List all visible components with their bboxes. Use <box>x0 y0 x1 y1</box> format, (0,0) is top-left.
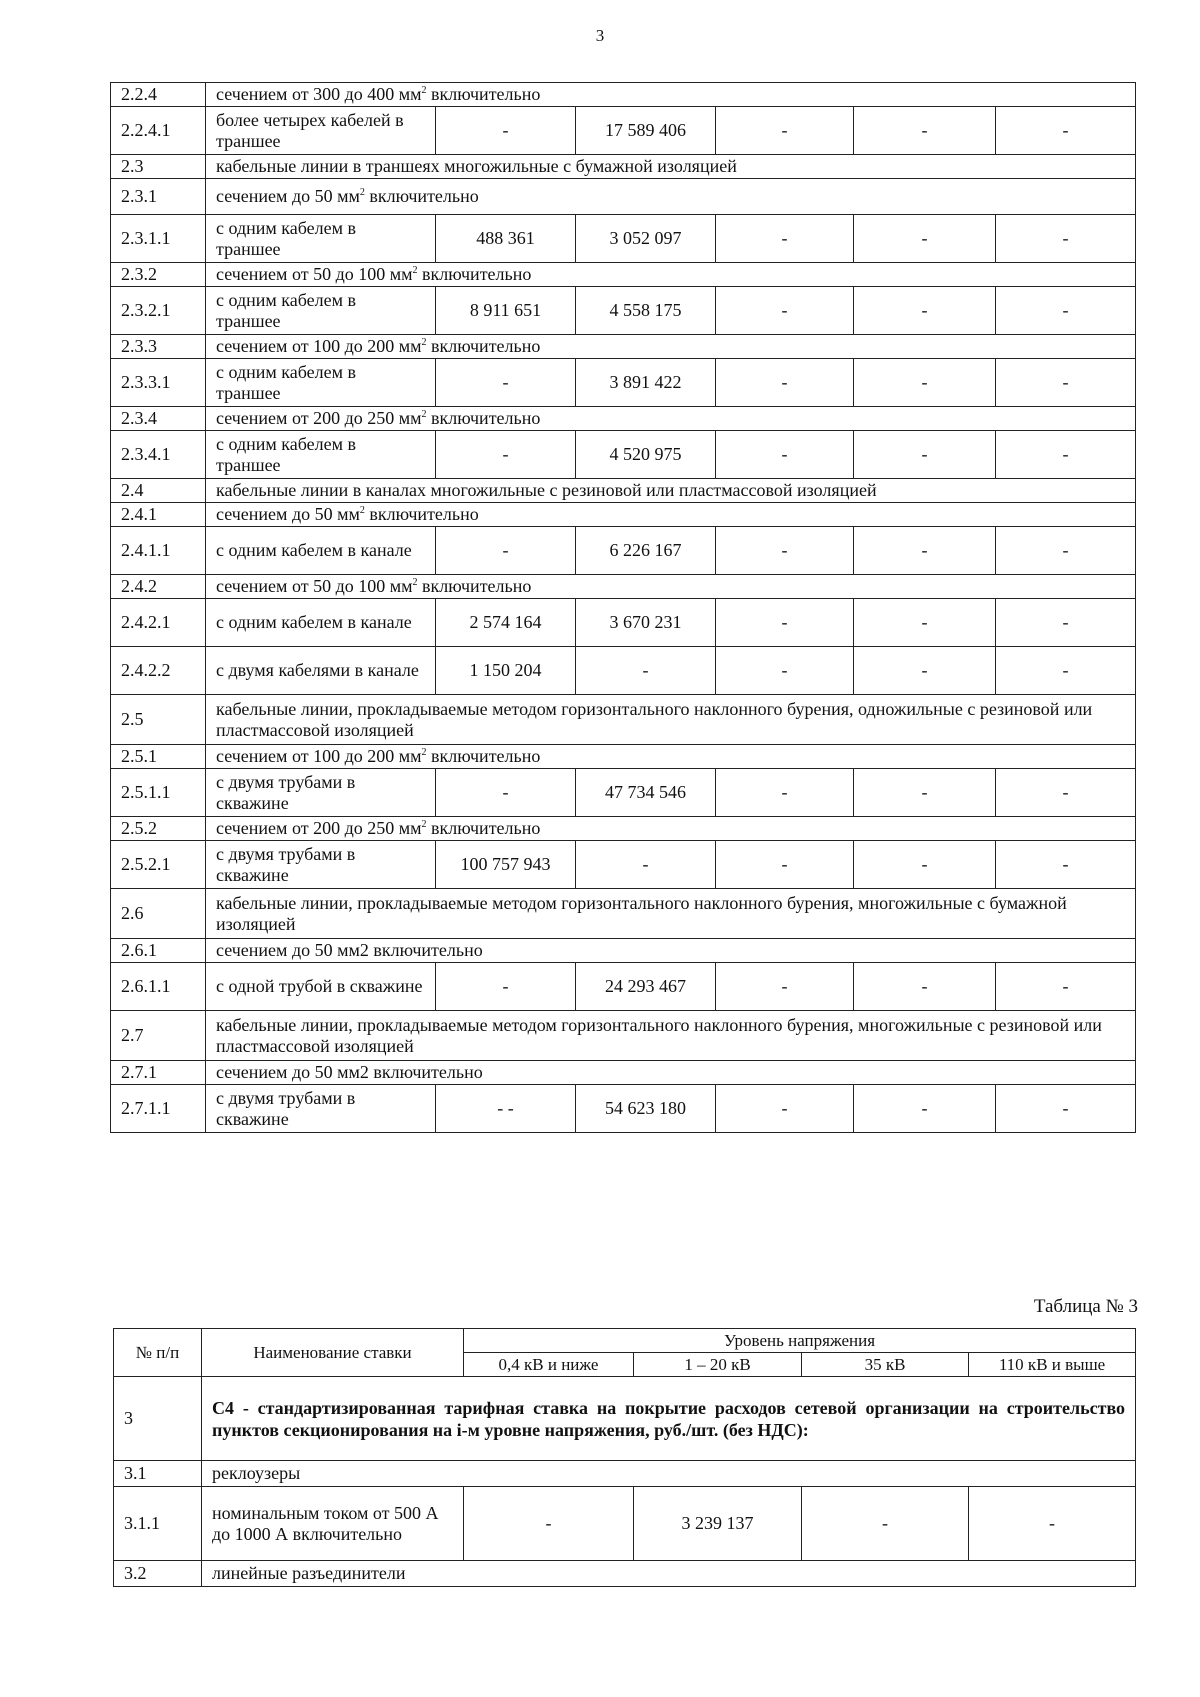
row-section-title <box>206 695 1136 745</box>
value-cell: 3 891 422 <box>576 359 716 407</box>
table-row <box>111 1061 1136 1085</box>
header-num: № п/п <box>114 1329 202 1377</box>
row-number: 2.5.2.1 <box>111 841 206 889</box>
section-text: кабельные линии, прокладываемые методом горизонтального наклонного бурения, многожильные с бумажной изоляцией <box>216 892 1067 934</box>
section-text: сечением от 50 до 100 мм <box>216 576 413 596</box>
section-text: сечением от 100 до 200 мм <box>216 336 422 356</box>
value-cell: - <box>716 215 854 263</box>
row-section-title <box>206 1061 1136 1085</box>
row-name: с двумя трубами в скважине <box>206 841 436 889</box>
row-name: с одним кабелем в канале <box>206 527 436 575</box>
section-text: сечением от 50 до 100 мм <box>216 264 413 284</box>
table-row <box>111 83 1136 107</box>
value-cell: - <box>854 527 996 575</box>
table-row <box>111 155 1136 179</box>
value-cell: - <box>996 963 1136 1011</box>
row-name: с двумя трубами в скважине <box>206 769 436 817</box>
row-section-title <box>202 1377 1136 1461</box>
section-text-suffix: включительно <box>364 186 479 206</box>
value-cell: - <box>716 963 854 1011</box>
row-section-title <box>206 575 1136 599</box>
value-cell: 100 757 943 <box>436 841 576 889</box>
row-name: с одним кабелем в траншее <box>206 359 436 407</box>
section-text: сечением от 200 до 250 мм <box>216 818 422 838</box>
superscript: 2 <box>412 265 418 276</box>
table-row <box>111 575 1136 599</box>
section-text: кабельные линии, прокладываемые методом горизонтального наклонного бурения, многожильные с резиновой или пластмассовой изоляцией <box>216 1014 1102 1056</box>
value-cell: - <box>969 1487 1136 1561</box>
superscript: 2 <box>359 187 365 198</box>
row-section-title <box>206 889 1136 939</box>
value-cell: 6 226 167 <box>576 527 716 575</box>
value-cell: - <box>716 527 854 575</box>
section-text: С4 - стандартизированная тарифная ставка на покрытие расходов сетевой организации на строительство пунктов секционирования на i-м уровне напряжения, руб./шт. (без НДС): <box>212 1397 1126 1440</box>
row-number: 2.6.1.1 <box>111 963 206 1011</box>
section-text: реклоузеры <box>212 1463 301 1483</box>
row-section-title <box>206 407 1136 431</box>
superscript: 2 <box>421 747 427 758</box>
row-number: 2.3.2.1 <box>111 287 206 335</box>
value-cell: 4 520 975 <box>576 431 716 479</box>
table-row <box>111 599 1136 647</box>
table-row <box>111 359 1136 407</box>
tariff-table-2-continuation <box>110 82 1136 1133</box>
header-name: Наименование ставки <box>202 1329 464 1377</box>
section-text: сечением от 100 до 200 мм <box>216 746 422 766</box>
value-cell: - <box>854 107 996 155</box>
value-cell: - <box>802 1487 969 1561</box>
header-col-1-20kv: 1 – 20 кВ <box>634 1353 802 1377</box>
value-cell: 3 052 097 <box>576 215 716 263</box>
row-section-title <box>206 335 1136 359</box>
page-number: 3 <box>595 26 605 45</box>
table-row <box>111 841 1136 889</box>
value-cell: - <box>464 1487 634 1561</box>
value-cell: - <box>716 1085 854 1133</box>
value-cell: - <box>996 287 1136 335</box>
superscript: 2 <box>359 505 365 516</box>
value-cell: - <box>576 841 716 889</box>
row-section-title <box>206 479 1136 503</box>
row-section-title <box>206 503 1136 527</box>
section-text-suffix: включительно <box>364 504 479 524</box>
row-name: с двумя трубами в скважине <box>206 1085 436 1133</box>
row-number: 2.4.2 <box>111 575 206 599</box>
value-cell: 3 239 137 <box>634 1487 802 1561</box>
value-cell: 24 293 467 <box>576 963 716 1011</box>
header-voltage-level: Уровень напряжения <box>464 1329 1136 1353</box>
table-row <box>111 647 1136 695</box>
table-row <box>111 503 1136 527</box>
value-cell: 47 734 546 <box>576 769 716 817</box>
table-3-caption: Таблица № 3 <box>1033 1296 1138 1317</box>
row-section-title <box>202 1561 1136 1587</box>
section-text-suffix: включительно <box>417 576 532 596</box>
row-number: 2.5 <box>111 695 206 745</box>
row-section-title <box>206 83 1136 107</box>
tariff-table-3 <box>113 1328 1136 1587</box>
row-number: 2.3.3 <box>111 335 206 359</box>
section-text: кабельные линии в каналах многожильные с резиновой или пластмассовой изоляцией <box>216 480 877 500</box>
row-section-title <box>206 179 1136 215</box>
value-cell: 4 558 175 <box>576 287 716 335</box>
table-row <box>114 1377 1136 1461</box>
section-text: сечением до 50 мм <box>216 186 360 206</box>
value-cell: - <box>996 841 1136 889</box>
section-text: кабельные линии, прокладываемые методом горизонтального наклонного бурения, одножильные с резиновой или пластмассовой изоляцией <box>216 698 1093 740</box>
table-row <box>111 263 1136 287</box>
section-text: сечением от 200 до 250 мм <box>216 408 422 428</box>
section-text-suffix: включительно <box>426 408 541 428</box>
value-cell: - <box>576 647 716 695</box>
header-col-35kv: 35 кВ <box>802 1353 969 1377</box>
table-row <box>111 335 1136 359</box>
value-cell: - <box>996 599 1136 647</box>
section-text-suffix: включительно <box>417 264 532 284</box>
section-text: сечением до 50 мм2 включительно <box>216 940 483 960</box>
value-cell: - <box>436 769 576 817</box>
row-section-title <box>206 745 1136 769</box>
row-number: 3.1.1 <box>114 1487 202 1561</box>
table-row <box>111 745 1136 769</box>
row-number: 2.3 <box>111 155 206 179</box>
value-cell: - <box>996 431 1136 479</box>
header-col-110kv: 110 кВ и выше <box>969 1353 1136 1377</box>
row-number: 2.4 <box>111 479 206 503</box>
row-section-title <box>206 939 1136 963</box>
value-cell: - <box>996 359 1136 407</box>
table-row <box>111 939 1136 963</box>
value-cell: - <box>854 963 996 1011</box>
table-row <box>111 179 1136 215</box>
table-row <box>111 527 1136 575</box>
table-row <box>114 1561 1136 1587</box>
table-3-header-row-1 <box>114 1329 1136 1353</box>
superscript: 2 <box>421 409 427 420</box>
value-cell: - <box>436 963 576 1011</box>
value-cell: - <box>996 215 1136 263</box>
row-number: 2.6.1 <box>111 939 206 963</box>
value-cell: - <box>996 769 1136 817</box>
value-cell: - <box>854 1085 996 1133</box>
section-text: сечением до 50 мм <box>216 504 360 524</box>
value-cell: - <box>716 599 854 647</box>
value-cell: 3 670 231 <box>576 599 716 647</box>
value-cell: - <box>436 107 576 155</box>
value-cell: - <box>716 841 854 889</box>
value-cell: - <box>854 287 996 335</box>
row-number: 2.4.1.1 <box>111 527 206 575</box>
value-cell: - <box>996 107 1136 155</box>
table-row <box>111 107 1136 155</box>
value-cell: - <box>854 841 996 889</box>
row-number: 2.3.1 <box>111 179 206 215</box>
value-cell: - <box>854 769 996 817</box>
row-section-title <box>206 817 1136 841</box>
value-cell: - <box>996 647 1136 695</box>
value-cell: - <box>436 527 576 575</box>
value-cell: - <box>716 359 854 407</box>
value-cell: 8 911 651 <box>436 287 576 335</box>
table-row <box>114 1461 1136 1487</box>
row-number: 2.4.2.1 <box>111 599 206 647</box>
value-cell: - <box>854 215 996 263</box>
row-number: 2.4.1 <box>111 503 206 527</box>
row-number: 2.4.2.2 <box>111 647 206 695</box>
value-cell: 488 361 <box>436 215 576 263</box>
row-number: 2.3.1.1 <box>111 215 206 263</box>
section-text: кабельные линии в траншеях многожильные с бумажной изоляцией <box>216 156 737 176</box>
section-text: линейные разъединители <box>212 1563 406 1583</box>
table-row <box>111 963 1136 1011</box>
row-number: 2.7.1.1 <box>111 1085 206 1133</box>
row-name: с одним кабелем в траншее <box>206 215 436 263</box>
value-cell: - <box>996 527 1136 575</box>
row-number: 3 <box>114 1377 202 1461</box>
row-section-title <box>206 1011 1136 1061</box>
value-cell: - <box>854 431 996 479</box>
table-row <box>111 479 1136 503</box>
value-cell: - <box>854 599 996 647</box>
row-number: 2.5.2 <box>111 817 206 841</box>
superscript: 2 <box>412 577 418 588</box>
table-row <box>111 889 1136 939</box>
row-number: 2.7 <box>111 1011 206 1061</box>
row-number: 2.2.4 <box>111 83 206 107</box>
value-cell: - <box>996 1085 1136 1133</box>
value-cell: - <box>436 359 576 407</box>
row-name: с одним кабелем в траншее <box>206 431 436 479</box>
value-cell: - <box>716 647 854 695</box>
section-text: сечением до 50 мм2 включительно <box>216 1062 483 1082</box>
row-name: с двумя кабелями в канале <box>206 647 436 695</box>
row-section-title <box>202 1461 1136 1487</box>
table-row <box>111 215 1136 263</box>
row-name: с одним кабелем в канале <box>206 599 436 647</box>
row-number: 2.3.4.1 <box>111 431 206 479</box>
row-number: 2.6 <box>111 889 206 939</box>
row-name: номинальным током от 500 А до 1000 А включительно <box>202 1487 464 1561</box>
value-cell: - <box>436 431 576 479</box>
superscript: 2 <box>421 85 427 96</box>
section-text: сечением от 300 до 400 мм <box>216 84 422 104</box>
row-name: более четырех кабелей в траншее <box>206 107 436 155</box>
table-row <box>111 695 1136 745</box>
section-text-suffix: включительно <box>426 746 541 766</box>
row-number: 2.5.1 <box>111 745 206 769</box>
table-row <box>111 431 1136 479</box>
row-number: 3.2 <box>114 1561 202 1587</box>
table-row <box>111 1011 1136 1061</box>
table-row <box>111 1085 1136 1133</box>
header-col-0-4kv: 0,4 кВ и ниже <box>464 1353 634 1377</box>
row-number: 2.3.3.1 <box>111 359 206 407</box>
value-cell: - <box>716 431 854 479</box>
row-section-title <box>206 155 1136 179</box>
row-name: с одним кабелем в траншее <box>206 287 436 335</box>
value-cell: 1 150 204 <box>436 647 576 695</box>
value-cell: - - <box>436 1085 576 1133</box>
value-cell: - <box>716 107 854 155</box>
row-number: 3.1 <box>114 1461 202 1487</box>
row-number: 2.3.2 <box>111 263 206 287</box>
value-cell: - <box>716 769 854 817</box>
superscript: 2 <box>421 337 427 348</box>
superscript: 2 <box>421 819 427 830</box>
value-cell: - <box>854 647 996 695</box>
value-cell: 17 589 406 <box>576 107 716 155</box>
row-number: 2.7.1 <box>111 1061 206 1085</box>
section-text-suffix: включительно <box>426 336 541 356</box>
row-section-title <box>206 263 1136 287</box>
table-row <box>111 817 1136 841</box>
row-number: 2.5.1.1 <box>111 769 206 817</box>
value-cell: 54 623 180 <box>576 1085 716 1133</box>
table-row <box>111 769 1136 817</box>
row-name: с одной трубой в скважине <box>206 963 436 1011</box>
value-cell: - <box>716 287 854 335</box>
value-cell: - <box>854 359 996 407</box>
value-cell: 2 574 164 <box>436 599 576 647</box>
section-text-suffix: включительно <box>426 84 541 104</box>
section-text-suffix: включительно <box>426 818 541 838</box>
table-row <box>111 287 1136 335</box>
table-row <box>114 1487 1136 1561</box>
row-number: 2.3.4 <box>111 407 206 431</box>
table-row <box>111 407 1136 431</box>
row-number: 2.2.4.1 <box>111 107 206 155</box>
